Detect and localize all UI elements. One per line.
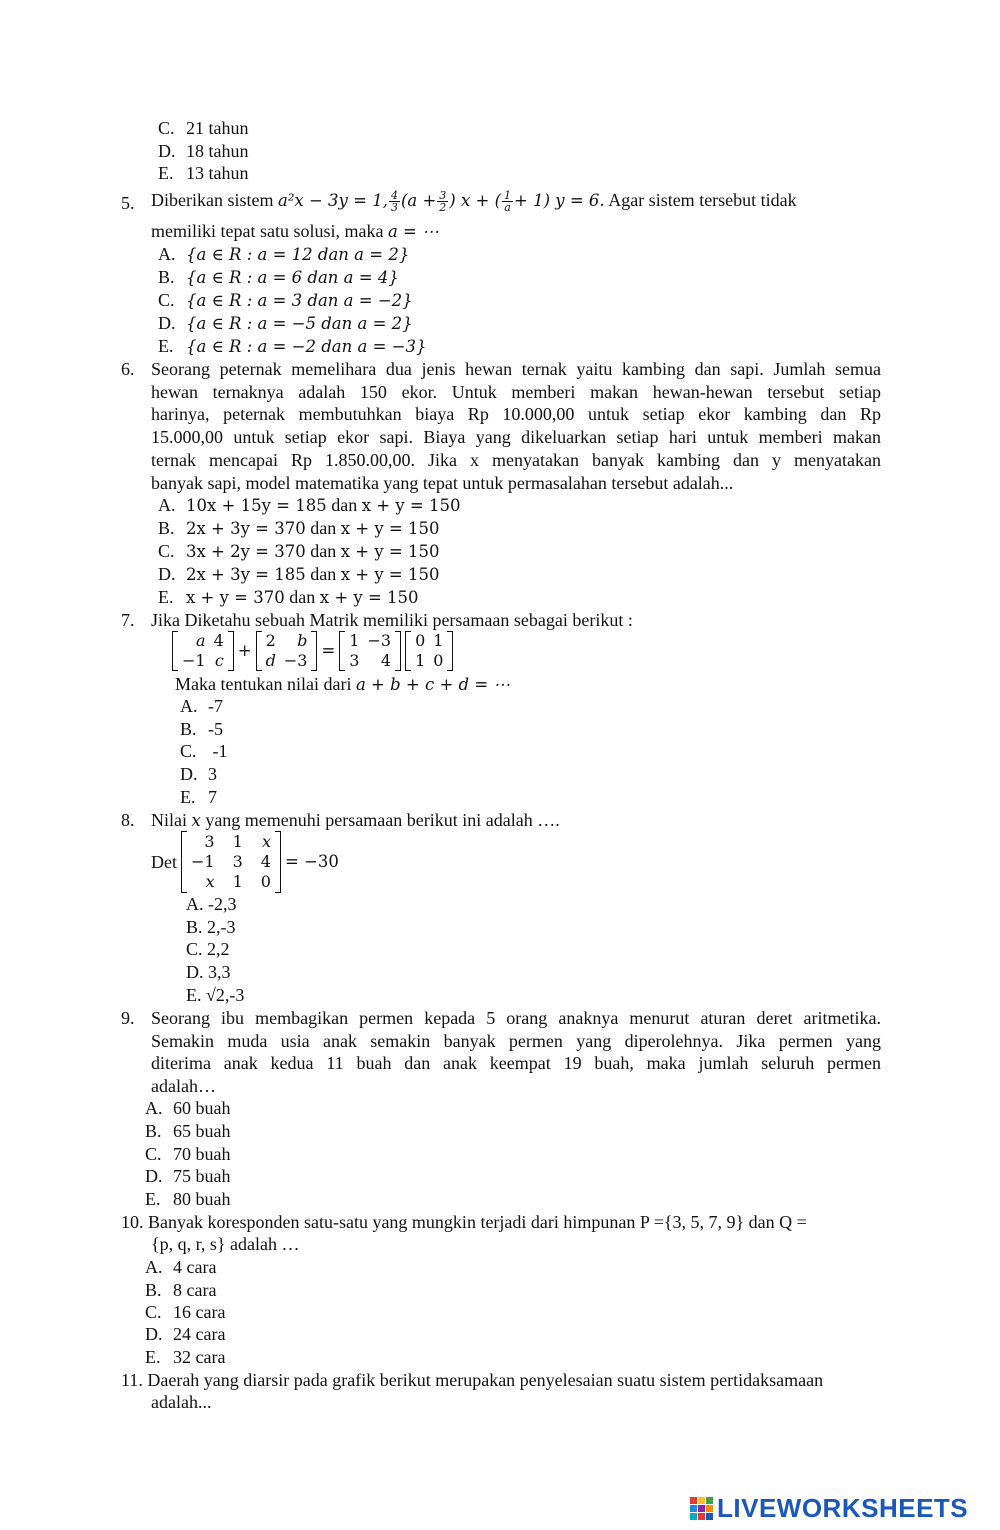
q8-intro: Nilai x yang memenuhi persamaan berikut ini adalah …. — [151, 810, 560, 830]
q8-matrix: 3 1 x −1 3 4 x 1 0 — [181, 831, 281, 893]
q5-statement-line2: memiliki tepat satu solusi, maka a = ⋯ — [151, 221, 439, 241]
q10-option-e[interactable]: E. 32 cara — [145, 1347, 226, 1367]
q10-option-b[interactable]: B. 8 cara — [145, 1280, 217, 1300]
q5-option-a[interactable]: A. {a ∈ R : a = 12 dan a = 2} — [158, 244, 410, 264]
logo-square — [690, 1513, 697, 1520]
q6-option-b[interactable]: B. 2x + 3y = 370 dan x + y = 150 — [158, 518, 440, 538]
q7-ask: Maka tentukan nilai dari a + b + c + d = ⋯ — [175, 674, 510, 694]
logo-square — [698, 1513, 705, 1520]
q11-statement-line2: adalah... — [151, 1392, 212, 1412]
logo-square — [698, 1497, 705, 1504]
q7-option-c[interactable]: C. -1 — [180, 741, 228, 761]
q11-statement-line1: 11. Daerah yang diarsir pada grafik berikut merupakan penyelesaian suatu sistem pertidaksamaan — [121, 1370, 824, 1390]
q9-statement: Seorang ibu membagikan permen kepada 5 orang anaknya menurut aturan deret aritmetika. Semakin muda usia anak semakin banyak permen yang diperolehnya. Jika permen yang diterima anak kedua 11 buah dan anak keempat 19 buah, maka jumlah seluruh permen adalah… — [151, 1008, 881, 1097]
q9-number: 9. — [121, 1008, 135, 1028]
q8-option-c[interactable]: C. 2,2 — [186, 939, 230, 959]
q5-number: 5. — [121, 193, 135, 213]
logo-square — [706, 1513, 713, 1520]
logo-square — [690, 1497, 697, 1504]
q8-option-a[interactable]: A. -2,3 — [186, 894, 237, 914]
logo-square — [706, 1497, 713, 1504]
q6-option-e[interactable]: E. x + y = 370 dan x + y = 150 — [158, 587, 419, 607]
q6-option-d[interactable]: D. 2x + 3y = 185 dan x + y = 150 — [158, 564, 440, 584]
q4-option-d[interactable]: D. 18 tahun — [158, 141, 249, 161]
q7-intro: Jika Diketahu sebuah Matrik memiliki persamaan sebagai berikut : — [151, 610, 633, 630]
q4-option-e[interactable]: E. 13 tahun — [158, 163, 249, 183]
q7-matrix-2: 2 b d −3 — [256, 631, 318, 671]
q5-frac-2: $\frac{3}{2}$ — [439, 189, 447, 215]
q6-statement: Seorang peternak memelihara dua jenis hewan ternak yaitu kambing dan sapi. Jumlah semua hewan ternaknya adalah 150 ekor. Untuk memberi makan hewan-hewan tersebut setiap harinya, peternak membutuhkan biaya Rp 10.000,00 untuk setiap ekor kambing dan Rp 15.000,00 untuk setiap ekor sapi. Biaya yang dikeluarkan setiap hari untuk memberi makan ternak mencapai Rp 1.850.00,00. Jika x menyatakan banyak kambing dan y menyatakan banyak sapi, model matematika yang tepat untuk permasalahan tersebut adalah... — [151, 359, 881, 493]
q7-option-b[interactable]: B. -5 — [180, 719, 223, 739]
q5-frac-1: $\frac{4}{3}$ — [390, 189, 398, 215]
q6-option-a[interactable]: A. 10x + 15y = 185 dan x + y = 150 — [158, 495, 461, 515]
q7-option-e[interactable]: E. 7 — [180, 787, 217, 807]
q5-option-d[interactable]: D. {a ∈ R : a = −5 dan a = 2} — [158, 313, 413, 333]
logo-square — [690, 1505, 697, 1512]
q6-number: 6. — [121, 359, 135, 379]
q7-matrix-equation: a 4 −1 c + 2 b d −3 = 1 −3 3 4 0 1 1 0 — [172, 631, 453, 671]
q4-option-c[interactable]: C. 21 tahun — [158, 118, 249, 138]
q5-option-b[interactable]: B. {a ∈ R : a = 6 dan a = 4} — [158, 267, 399, 287]
q9-option-c[interactable]: C. 70 buah — [145, 1144, 231, 1164]
q10-option-c[interactable]: C. 16 cara — [145, 1302, 226, 1322]
logo-text: LIVEWORKSHEETS — [717, 1492, 969, 1523]
q7-matrix-4: 0 1 1 0 — [405, 631, 453, 671]
q8-option-e[interactable]: E. √2,-3 — [186, 985, 245, 1005]
q9-option-b[interactable]: B. 65 buah — [145, 1121, 231, 1141]
q5-frac-3: $\frac{1}{a}$ — [504, 189, 512, 215]
q6-option-c[interactable]: C. 3x + 2y = 370 dan x + y = 150 — [158, 541, 440, 561]
q5-option-c[interactable]: C. {a ∈ R : a = 3 dan a = −2} — [158, 290, 413, 310]
q10-statement-line1: 10. Banyak koresponden satu-satu yang mungkin terjadi dari himpunan P ={3, 5, 7, 9} dan Q = — [121, 1212, 807, 1232]
q7-matrix-1: a 4 −1 c — [172, 631, 234, 671]
q8-number: 8. — [121, 810, 135, 830]
logo-grid-icon — [690, 1497, 713, 1520]
q9-option-e[interactable]: E. 80 buah — [145, 1189, 231, 1209]
logo-square — [698, 1505, 705, 1512]
q5-statement: Diberikan sistem a²x − 3y = 1, $\frac{4}{3}$ (a + $\frac{3}{2}$ ) x + ( $\frac{1}{a}$ + 1) y = 6. Agar sistem tersebut tidak — [151, 189, 797, 215]
liveworksheets-logo[interactable] — [690, 1493, 968, 1523]
q9-option-a[interactable]: A. 60 buah — [145, 1098, 231, 1118]
q7-option-d[interactable]: D. 3 — [180, 764, 217, 784]
q8-option-b[interactable]: B. 2,-3 — [186, 917, 236, 937]
q7-matrix-3: 1 −3 3 4 — [339, 631, 401, 671]
q9-option-d[interactable]: D. 75 buah — [145, 1166, 231, 1186]
q7-option-a[interactable]: A. -7 — [180, 696, 223, 716]
q7-number: 7. — [121, 610, 135, 630]
q10-option-d[interactable]: D. 24 cara — [145, 1324, 226, 1344]
q5-option-e[interactable]: E. {a ∈ R : a = −2 dan a = −3} — [158, 336, 427, 356]
q8-determinant: Det 3 1 x −1 3 4 x 1 0 = −30 — [151, 832, 339, 891]
q8-option-d[interactable]: D. 3,3 — [186, 962, 231, 982]
q10-statement-line2: {p, q, r, s} adalah … — [151, 1234, 300, 1254]
logo-square — [706, 1505, 713, 1512]
q10-option-a[interactable]: A. 4 cara — [145, 1257, 217, 1277]
